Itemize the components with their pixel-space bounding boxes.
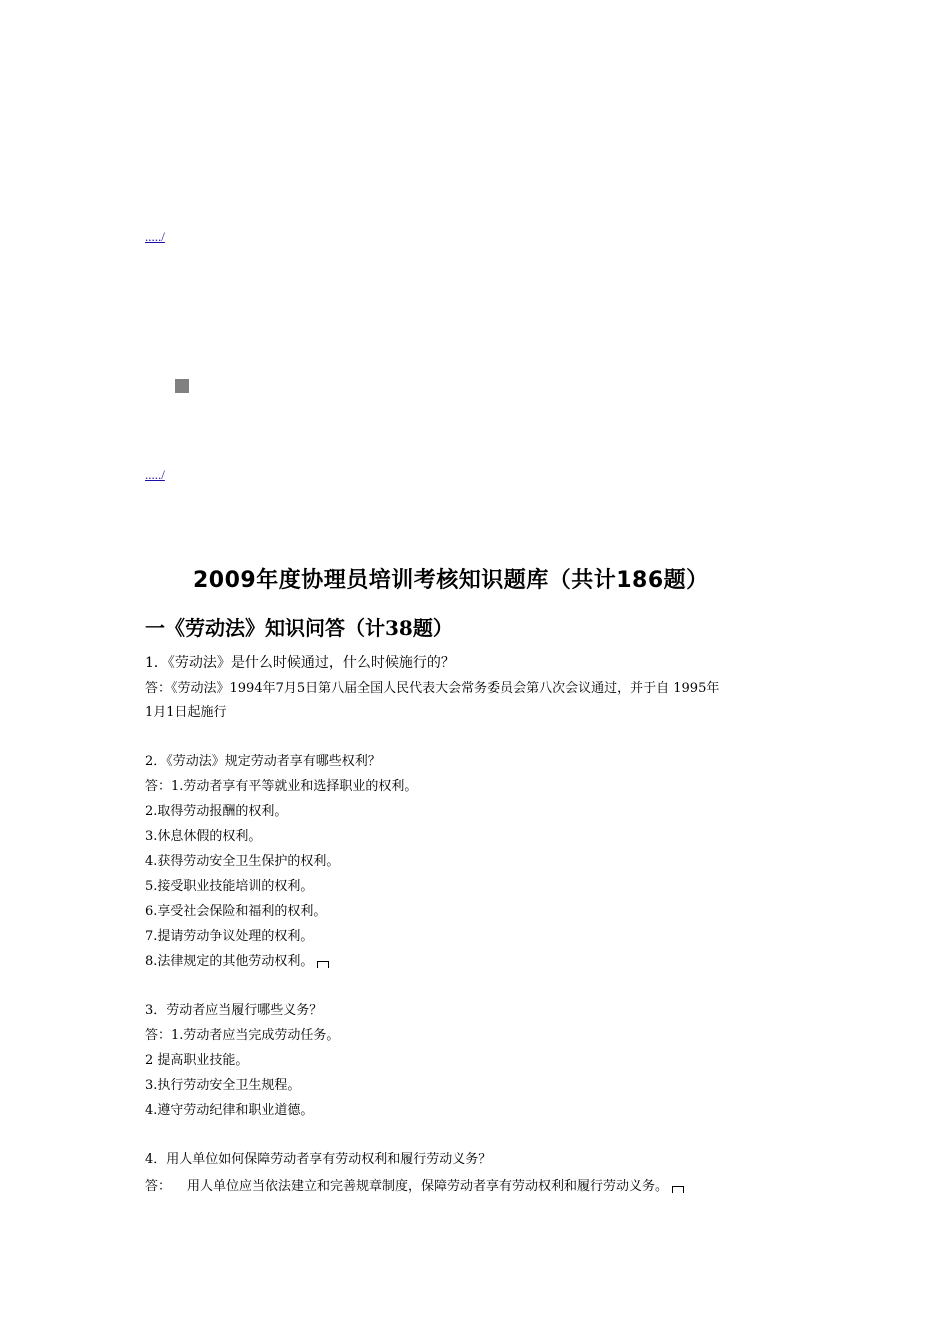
paragraph-mark-icon — [672, 1186, 684, 1193]
question-3: 3．劳动者应当履行哪些义务？ — [145, 1003, 323, 1018]
answer-3-line: 4.遵守劳动纪律和职业道德。 — [145, 1103, 314, 1118]
question-1: 1．《劳动法》是什么时候通过，什么时候施行的？ — [145, 655, 455, 671]
answer-1-line-2: 1月1日起施行 — [145, 705, 227, 720]
answer-2-line: 答：1.劳动者享有平等就业和选择职业的权利。 — [145, 779, 418, 794]
answer-2-line: 3.休息休假的权利。 — [145, 829, 262, 844]
answer-3-line: 3.执行劳动安全卫生规程。 — [145, 1078, 301, 1093]
placeholder-square-icon — [175, 379, 189, 393]
paragraph-mark-icon — [317, 961, 329, 968]
answer-2-line: 2.取得劳动报酬的权利。 — [145, 804, 288, 819]
answer-2-line-last — [145, 949, 329, 974]
question-4: 4．用人单位如何保障劳动者享有劳动权利和履行劳动义务？ — [145, 1152, 492, 1167]
section-title: 一《劳动法》知识问答（计38题） — [145, 616, 453, 640]
answer-3-line: 2 提高职业技能。 — [145, 1053, 249, 1068]
top-link[interactable]: ...../ — [145, 229, 165, 244]
answer-2-line: 6.享受社会保险和福利的权利。 — [145, 904, 327, 919]
answer-2-line: 5.接受职业技能培训的权利。 — [145, 879, 314, 894]
answer-2-line: 4.获得劳动安全卫生保护的权利。 — [145, 854, 340, 869]
answer-4-text: 用人单位应当依法建立和完善规章制度，保障劳动者享有劳动权利和履行劳动义务。 — [187, 1179, 669, 1194]
page-title: 2009年度协理员培训考核知识题库（共计186题） — [193, 568, 709, 593]
answer-3-line: 答：1.劳动者应当完成劳动任务。 — [145, 1028, 340, 1043]
question-2: 2．《劳动法》规定劳动者享有哪些权利？ — [145, 754, 381, 769]
answer-4-label: 答： — [145, 1179, 172, 1194]
answer-4-line — [187, 1174, 684, 1199]
second-link[interactable]: ...../ — [145, 467, 165, 482]
answer-2-line-text: 8.法律规定的其他劳动权利。 — [145, 954, 314, 969]
answer-1-line-1: 答：《劳动法》1994年7月5日第八届全国人民代表大会常务委员会第八次会议通过，并于自 1995年 — [145, 681, 720, 696]
answer-2-line: 7.提请劳动争议处理的权利。 — [145, 929, 314, 944]
